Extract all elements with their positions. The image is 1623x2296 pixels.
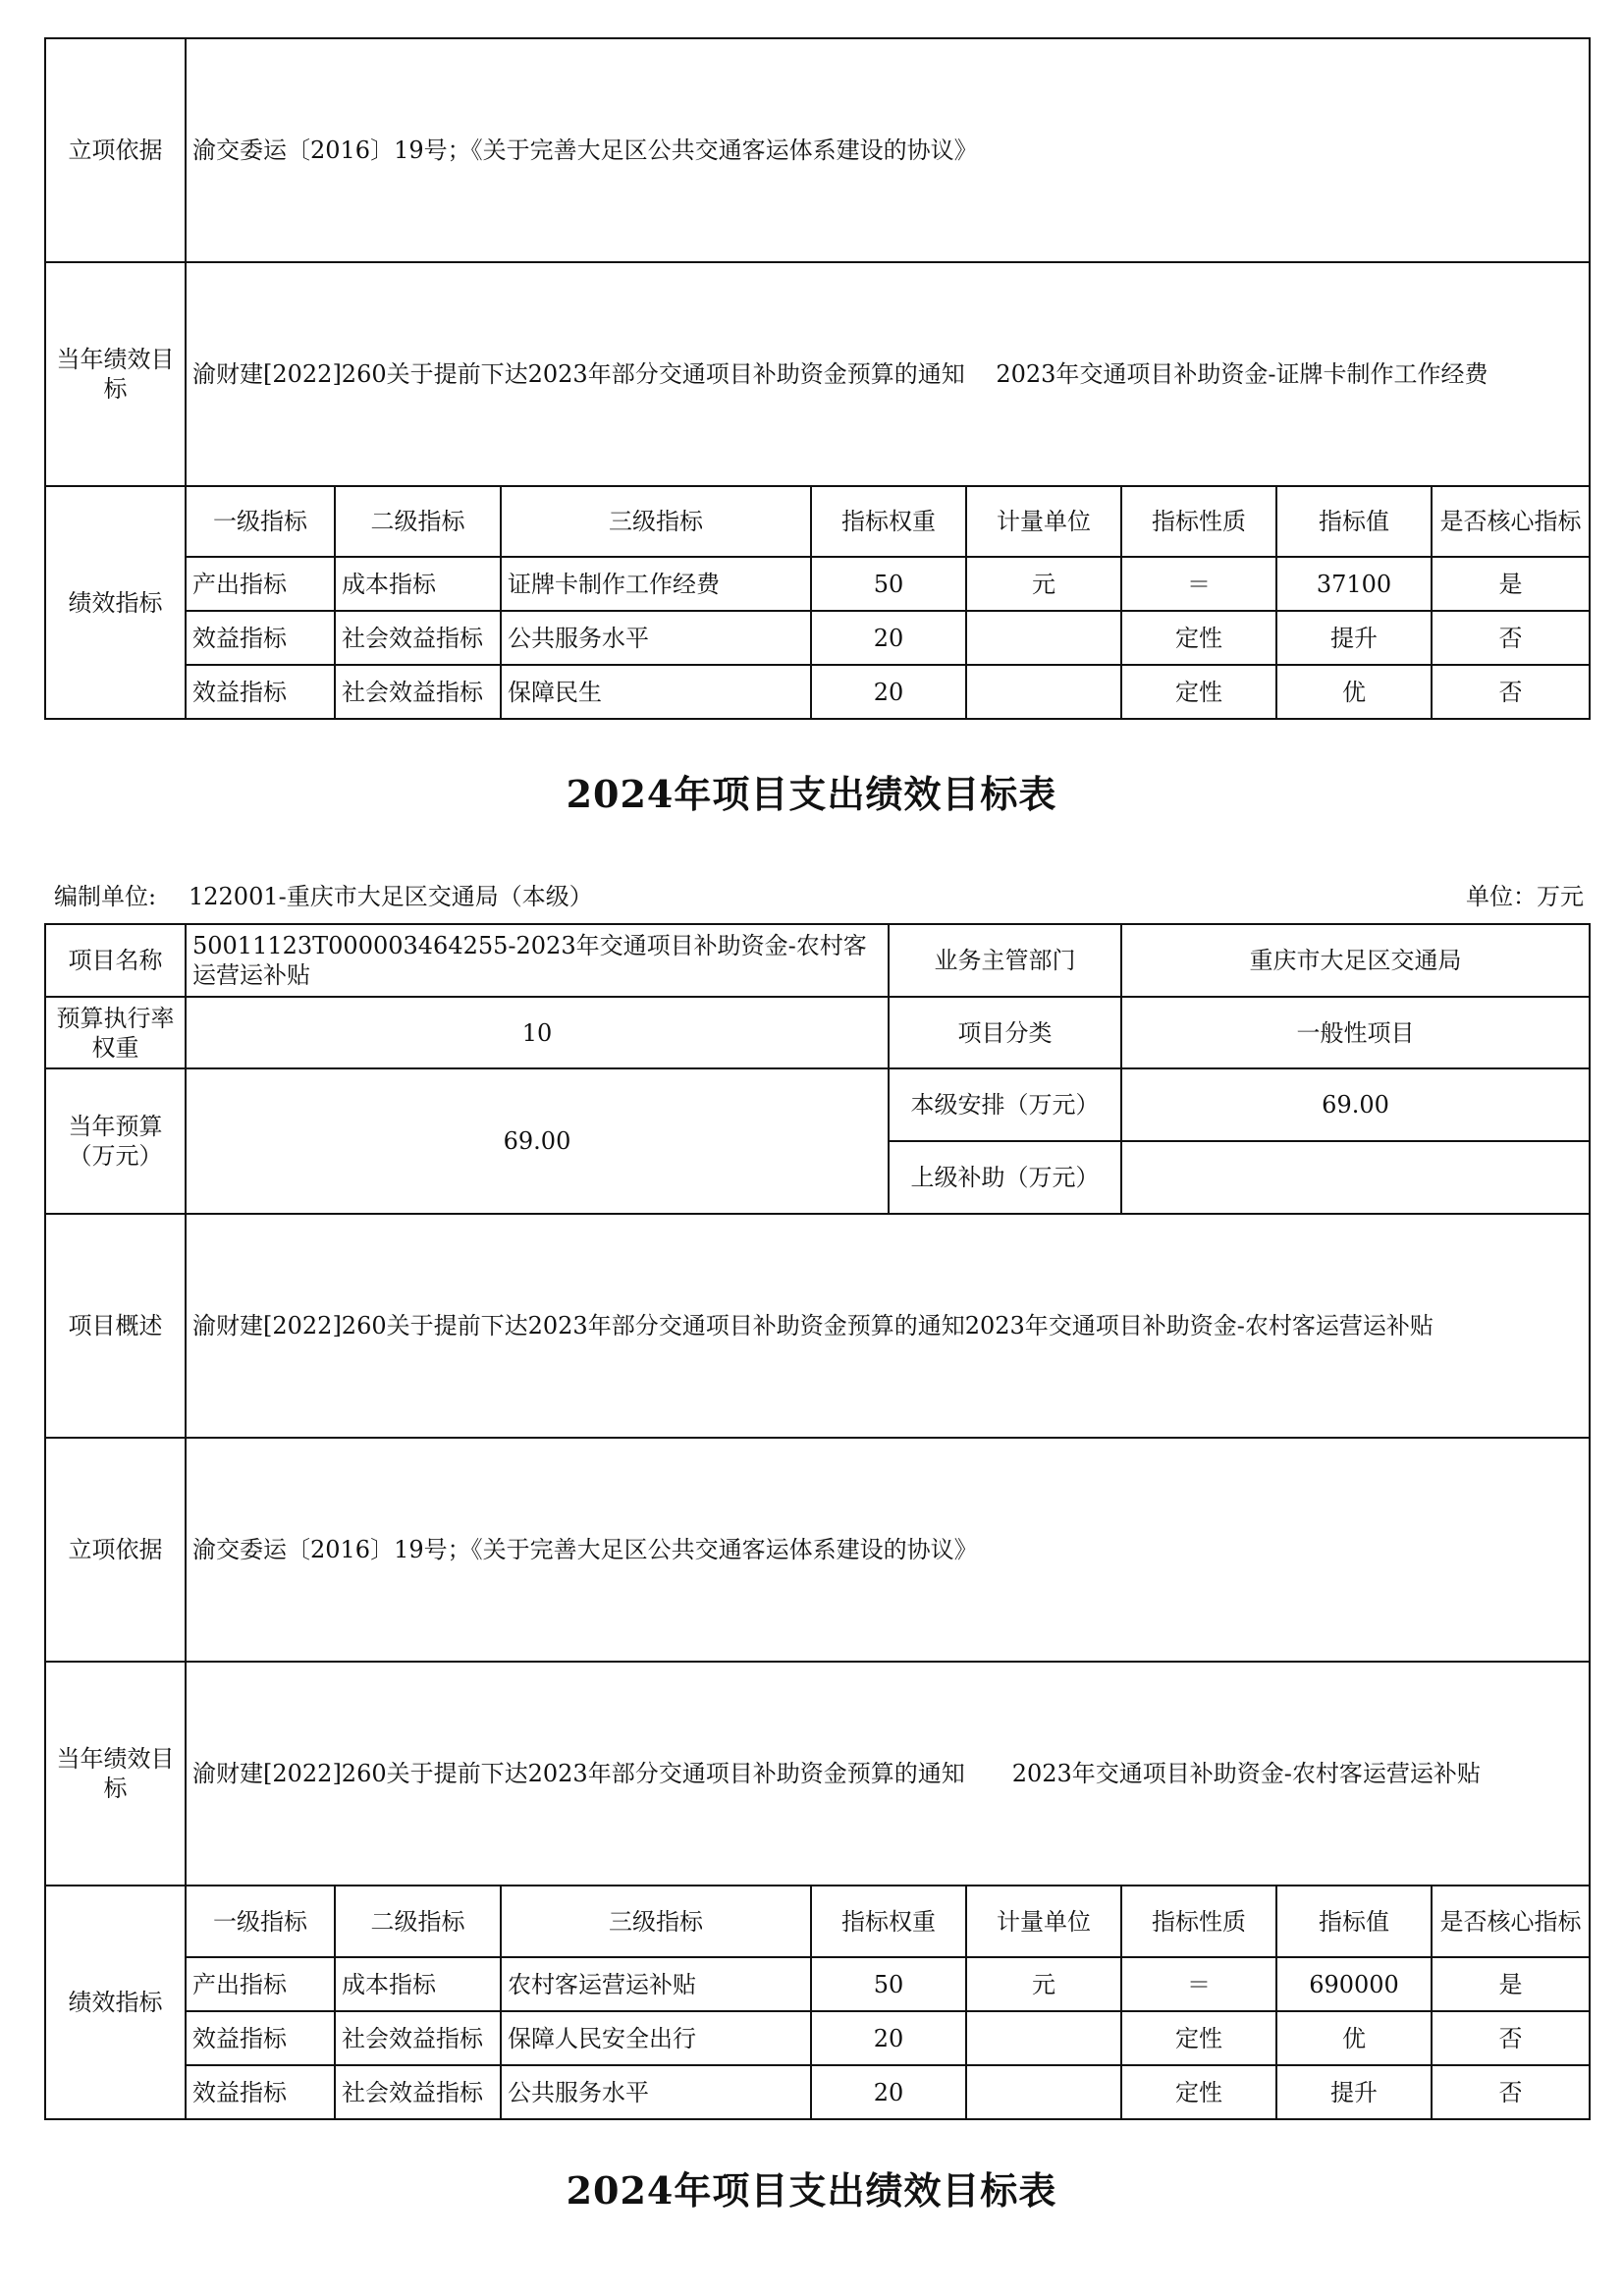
cell: 提升 bbox=[1276, 611, 1432, 665]
basis-text: 渝交委运〔2016〕19号；《关于完善大足区公共交通客运体系建设的协议》 bbox=[186, 38, 1590, 262]
cell: 否 bbox=[1432, 611, 1590, 665]
header-cell: 是否核心指标 bbox=[1432, 486, 1590, 557]
table-row bbox=[45, 557, 1590, 611]
weight-value: 10 bbox=[186, 997, 889, 1068]
cell: 农村客运营运补贴 bbox=[501, 1957, 811, 2011]
name-label: 项目名称 bbox=[45, 924, 186, 997]
unit-label: 单位：万元 bbox=[1466, 883, 1584, 910]
goal-text: 渝财建[2022]260关于提前下达2023年部分交通项目补助资金预算的通知 2023年交通项目补助资金-证牌卡制作工作经费 bbox=[186, 262, 1590, 486]
cell: 公共服务水平 bbox=[501, 611, 811, 665]
header-cell: 三级指标 bbox=[501, 1886, 811, 1957]
cell bbox=[966, 2065, 1121, 2119]
cell: 效益指标 bbox=[186, 2011, 335, 2065]
page-title: 2024年项目支出绩效目标表 bbox=[566, 2168, 1057, 2213]
cell: 定性 bbox=[1121, 2011, 1276, 2065]
cell: 定性 bbox=[1121, 2065, 1276, 2119]
cell: 成本指标 bbox=[335, 557, 501, 611]
cell: ＝ bbox=[1121, 1957, 1276, 2011]
header-cell: 二级指标 bbox=[335, 486, 501, 557]
cell: 否 bbox=[1432, 2011, 1590, 2065]
cell: 社会效益指标 bbox=[335, 665, 501, 719]
header-cell: 指标性质 bbox=[1121, 486, 1276, 557]
header-cell: 指标权重 bbox=[811, 1886, 966, 1957]
goal-label: 当年绩效目标 bbox=[45, 1662, 186, 1886]
header-cell: 指标值 bbox=[1276, 1886, 1432, 1957]
overview-text: 渝财建[2022]260关于提前下达2023年部分交通项目补助资金预算的通知2023年交通项目补助资金-农村客运营运补贴 bbox=[186, 1214, 1590, 1438]
cell: 产出指标 bbox=[186, 1957, 335, 2011]
cell: 是 bbox=[1432, 557, 1590, 611]
table-row bbox=[45, 611, 1590, 665]
cell: 50 bbox=[811, 1957, 966, 2011]
cell: 定性 bbox=[1121, 611, 1276, 665]
budget-value: 69.00 bbox=[186, 1068, 889, 1214]
header-cell: 计量单位 bbox=[966, 1886, 1121, 1957]
header-cell: 计量单位 bbox=[966, 486, 1121, 557]
project-table-2 bbox=[44, 923, 1591, 2120]
cell: 元 bbox=[966, 1957, 1121, 2011]
cell: 50 bbox=[811, 557, 966, 611]
goal-label: 当年绩效目标 bbox=[45, 262, 186, 486]
cell: 产出指标 bbox=[186, 557, 335, 611]
cell: 定性 bbox=[1121, 665, 1276, 719]
org-value: 122001-重庆市大足区交通局（本级） bbox=[189, 883, 593, 910]
cell: 效益指标 bbox=[186, 611, 335, 665]
category-value: 一般性项目 bbox=[1121, 997, 1590, 1068]
cell: 社会效益指标 bbox=[335, 2011, 501, 2065]
cell: 保障人民安全出行 bbox=[501, 2011, 811, 2065]
basis-label: 立项依据 bbox=[45, 1438, 186, 1662]
header-cell: 指标性质 bbox=[1121, 1886, 1276, 1957]
dept-label: 业务主管部门 bbox=[889, 924, 1121, 997]
cell: 优 bbox=[1276, 665, 1432, 719]
cell: 否 bbox=[1432, 665, 1590, 719]
org-label: 编制单位: bbox=[54, 883, 157, 910]
cell bbox=[966, 2011, 1121, 2065]
weight-label: 预算执行率权重 bbox=[45, 997, 186, 1068]
perf-table-1 bbox=[44, 37, 1591, 720]
cell: 是 bbox=[1432, 1957, 1590, 2011]
cell: 保障民生 bbox=[501, 665, 811, 719]
goal-text: 渝财建[2022]260关于提前下达2023年部分交通项目补助资金预算的通知 2023年交通项目补助资金-农村客运营运补贴 bbox=[186, 1662, 1590, 1886]
cell: 提升 bbox=[1276, 2065, 1432, 2119]
header-cell: 指标权重 bbox=[811, 486, 966, 557]
cell: 优 bbox=[1276, 2011, 1432, 2065]
basis-text: 渝交委运〔2016〕19号；《关于完善大足区公共交通客运体系建设的协议》 bbox=[186, 1438, 1590, 1662]
cell: 37100 bbox=[1276, 557, 1432, 611]
cell: 690000 bbox=[1276, 1957, 1432, 2011]
cell: 20 bbox=[811, 2065, 966, 2119]
cell: 20 bbox=[811, 2011, 966, 2065]
table-row bbox=[45, 2065, 1590, 2119]
upper-value bbox=[1121, 1141, 1590, 1214]
upper-label: 上级补助（万元） bbox=[889, 1141, 1121, 1214]
cell: 元 bbox=[966, 557, 1121, 611]
cell: 效益指标 bbox=[186, 2065, 335, 2119]
cell: 社会效益指标 bbox=[335, 2065, 501, 2119]
cell: 公共服务水平 bbox=[501, 2065, 811, 2119]
cell bbox=[966, 611, 1121, 665]
table-row bbox=[45, 1957, 1590, 2011]
budget-label: 当年预算（万元） bbox=[45, 1068, 186, 1214]
local-value: 69.00 bbox=[1121, 1068, 1590, 1141]
table-row bbox=[45, 2011, 1590, 2065]
overview-label: 项目概述 bbox=[45, 1214, 186, 1438]
header-cell: 一级指标 bbox=[186, 486, 335, 557]
header-cell: 一级指标 bbox=[186, 1886, 335, 1957]
page-title: 2024年项目支出绩效目标表 bbox=[566, 772, 1057, 816]
cell: ＝ bbox=[1121, 557, 1276, 611]
header-cell: 二级指标 bbox=[335, 1886, 501, 1957]
cell: 成本指标 bbox=[335, 1957, 501, 2011]
header-cell: 三级指标 bbox=[501, 486, 811, 557]
cell: 否 bbox=[1432, 2065, 1590, 2119]
table-row bbox=[45, 665, 1590, 719]
basis-label: 立项依据 bbox=[45, 38, 186, 262]
header-cell: 是否核心指标 bbox=[1432, 1886, 1590, 1957]
cell: 20 bbox=[811, 665, 966, 719]
local-label: 本级安排（万元） bbox=[889, 1068, 1121, 1141]
cell: 社会效益指标 bbox=[335, 611, 501, 665]
name-value: 50011123T000003464255-2023年交通项目补助资金-农村客运营运补贴 bbox=[186, 924, 889, 997]
cell: 证牌卡制作工作经费 bbox=[501, 557, 811, 611]
header-cell: 指标值 bbox=[1276, 486, 1432, 557]
cell bbox=[966, 665, 1121, 719]
dept-value: 重庆市大足区交通局 bbox=[1121, 924, 1590, 997]
cell: 效益指标 bbox=[186, 665, 335, 719]
cell: 20 bbox=[811, 611, 966, 665]
category-label: 项目分类 bbox=[889, 997, 1121, 1068]
perf-label: 绩效指标 bbox=[45, 1886, 186, 2119]
perf-label: 绩效指标 bbox=[45, 486, 186, 719]
